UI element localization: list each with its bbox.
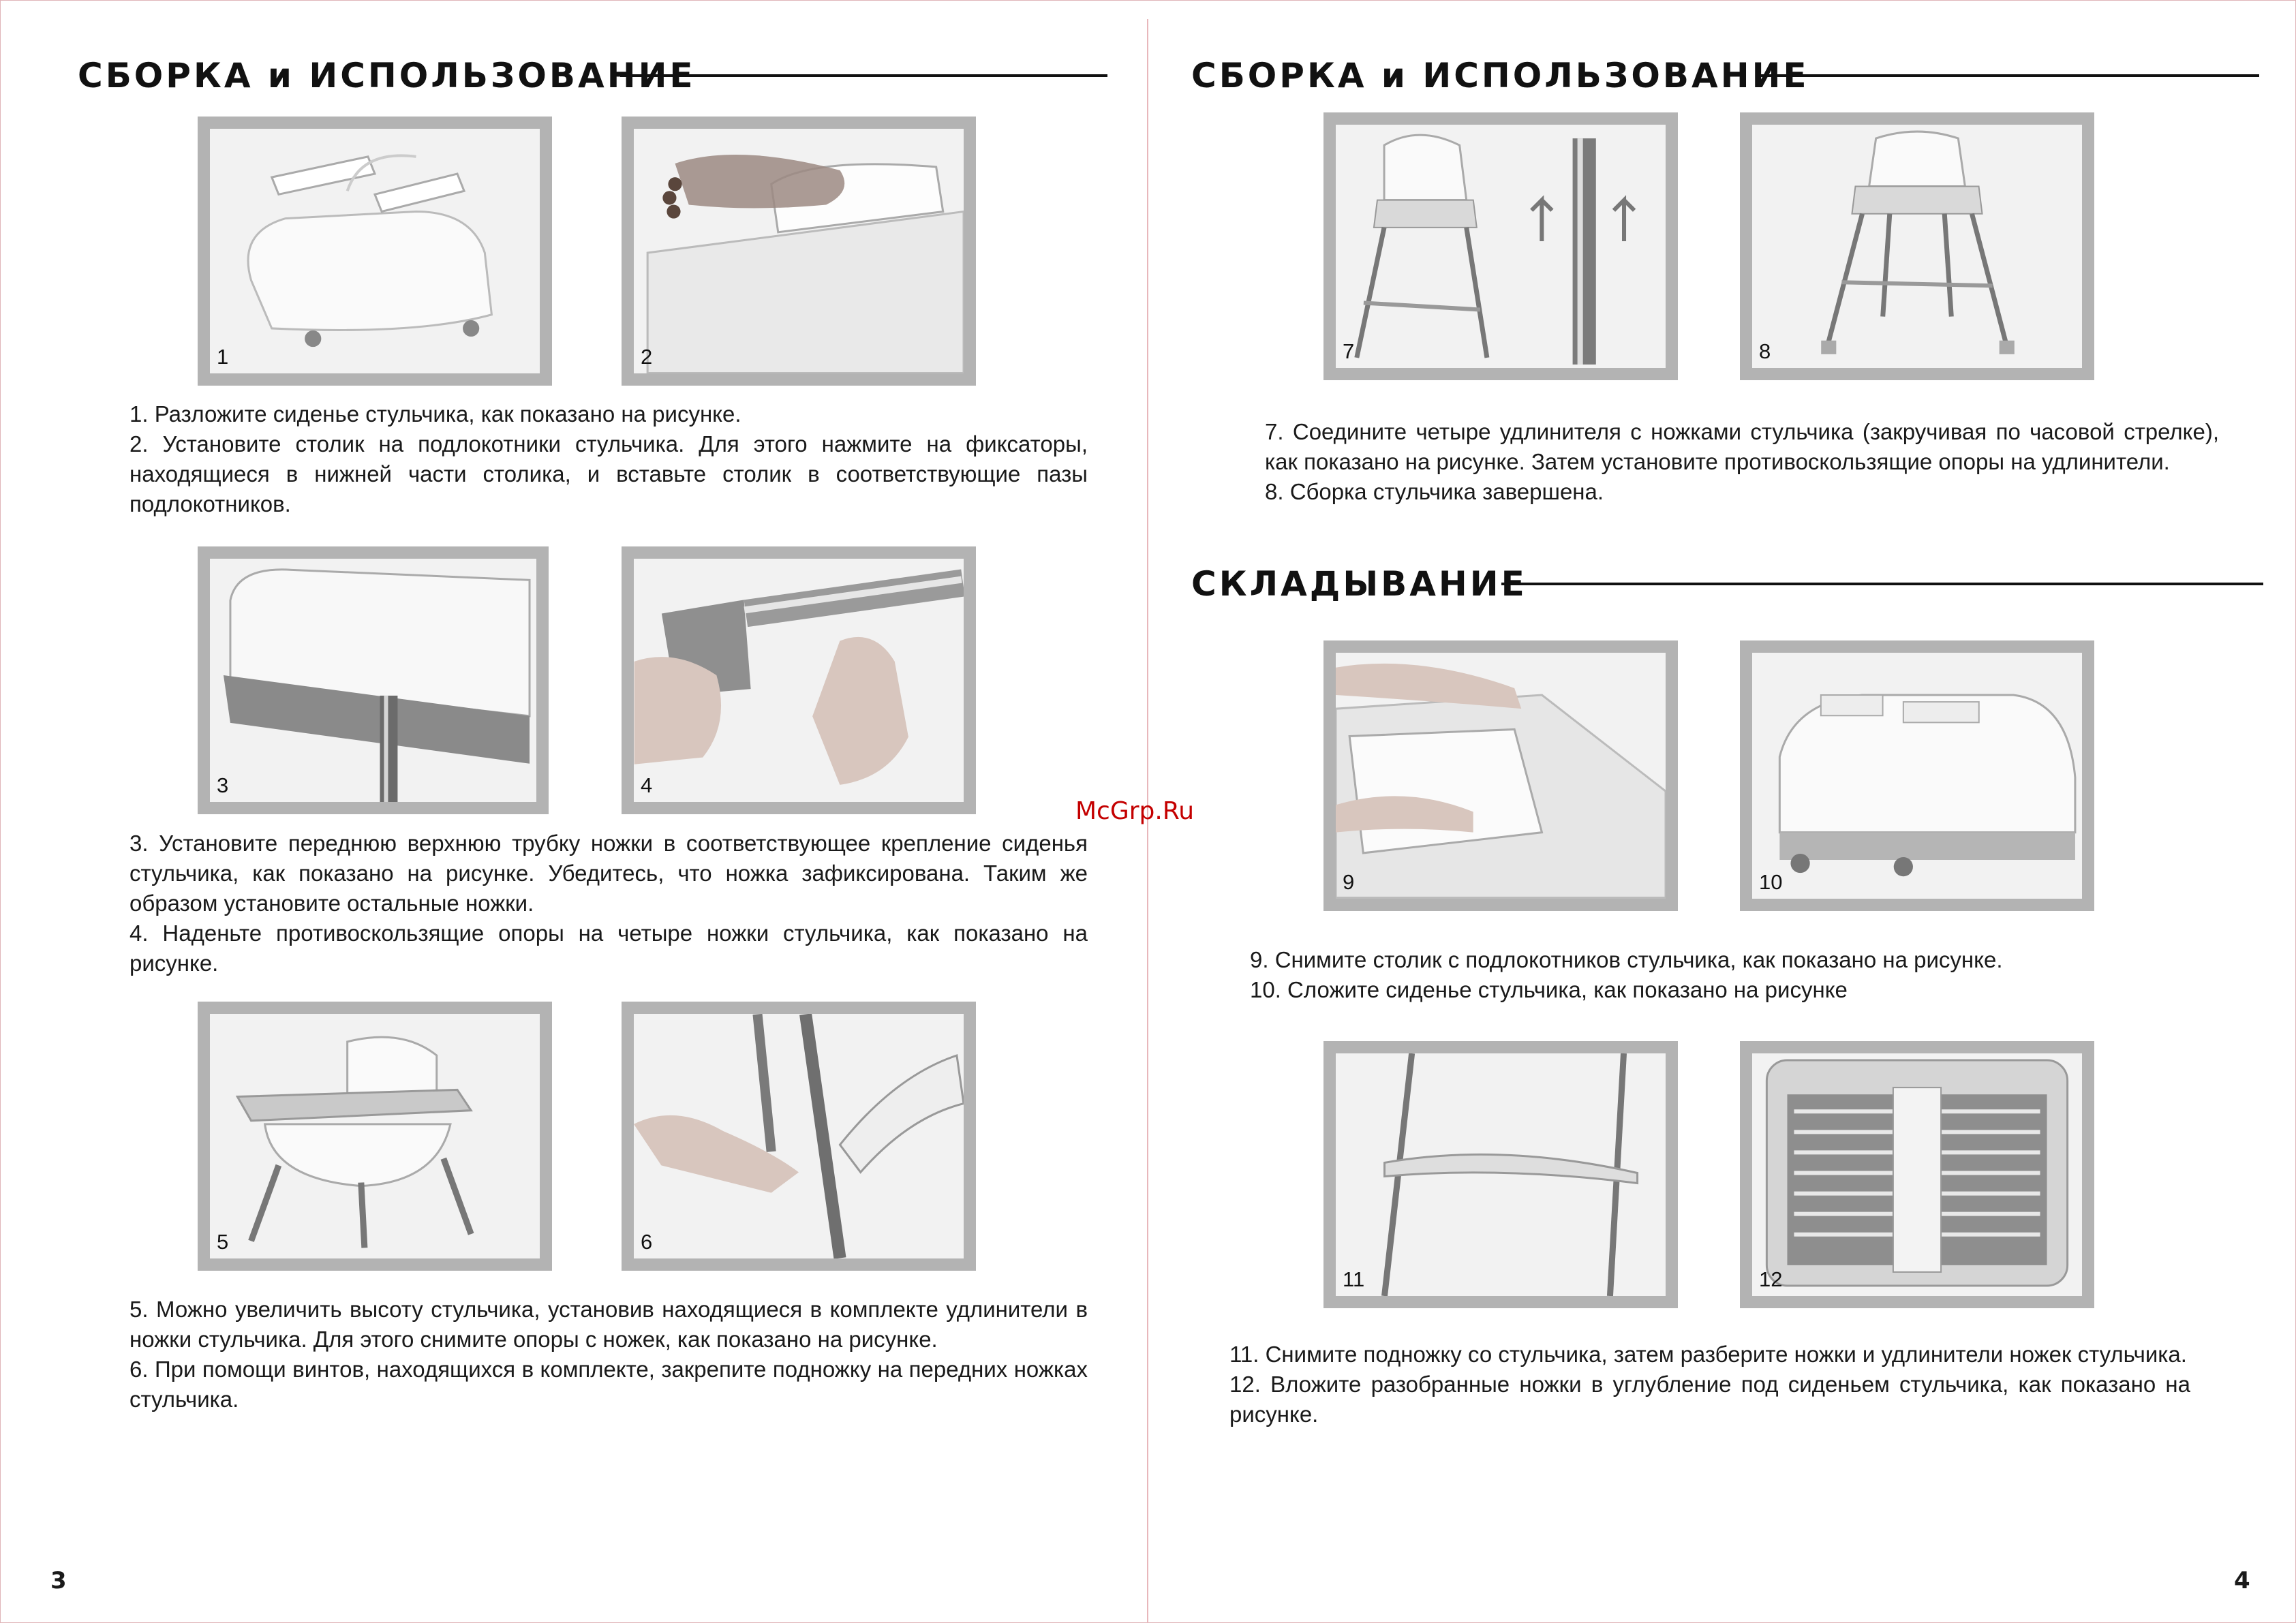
step-7-text: 7. Соедините четыре удлинителя с ножками стульчика (закручивая по часовой стрелке), как показано на рисунке. Затем установите противоскользящие опоры на удлинители. bbox=[1265, 419, 2219, 474]
step-4-text: 4. Наденьте противоскользящие опоры на четыре ножки стульчика, как показано на рисунке. bbox=[129, 921, 1088, 976]
figure-2 bbox=[622, 117, 976, 386]
figure-number: 7 bbox=[1343, 339, 1355, 363]
figure-number: 1 bbox=[217, 345, 229, 369]
figure-number: 11 bbox=[1343, 1267, 1365, 1291]
figure-number: 9 bbox=[1343, 870, 1355, 894]
footrest-screw-illustration bbox=[634, 1014, 964, 1258]
folding-heading-rule bbox=[1501, 583, 2263, 585]
anti-slip-foot-illustration bbox=[634, 559, 964, 802]
remove-footrest-illustration bbox=[1336, 1053, 1666, 1296]
low-chair-illustration bbox=[210, 1014, 540, 1258]
figure-11 bbox=[1323, 1041, 1678, 1308]
figure-number: 4 bbox=[641, 773, 653, 797]
step-2-text: 2. Установите столик на подлокотники стульчика. Для этого нажмите на фиксаторы, находящиеся в нижней части столика, и вставьте столик в соответствующие пазы подлокотников. bbox=[129, 431, 1088, 516]
figure-6 bbox=[622, 1002, 976, 1271]
page-number-right: 4 bbox=[2234, 1567, 2250, 1594]
figure-10 bbox=[1740, 640, 2094, 911]
figure-number: 2 bbox=[641, 345, 653, 369]
figure-12 bbox=[1740, 1041, 2094, 1308]
figure-8 bbox=[1740, 112, 2094, 380]
step-6-text: 6. При помощи винтов, находящихся в комплекте, закрепите подножку на передних ножках стульчика. bbox=[129, 1357, 1088, 1412]
figure-number: 6 bbox=[641, 1230, 653, 1254]
remove-tray-illustration bbox=[1336, 653, 1666, 899]
right-text-block-3 bbox=[1229, 1340, 2190, 1429]
left-text-block-1 bbox=[129, 399, 1088, 519]
left-text-block-2 bbox=[129, 829, 1088, 978]
figure-number: 3 bbox=[217, 773, 229, 797]
step-12-text: 12. Вложите разобранные ножки в углубление под сиденьем стульчика, как показано на рисунке. bbox=[1229, 1372, 2190, 1427]
figure-5 bbox=[198, 1002, 552, 1271]
figure-7 bbox=[1323, 112, 1678, 380]
figure-number: 8 bbox=[1759, 339, 1771, 363]
folded-seat-illustration bbox=[210, 129, 540, 373]
page-number-left: 3 bbox=[50, 1567, 67, 1594]
figure-3 bbox=[198, 546, 549, 814]
step-5-text: 5. Можно увеличить высоту стульчика, установив находящиеся в комплекте удлинители в ножки стульчика. Для этого снимите опоры с ножек, как показано на рисунке. bbox=[129, 1297, 1088, 1352]
right-heading-rule bbox=[1757, 74, 2259, 77]
folded-seat-illustration bbox=[1752, 653, 2082, 899]
folding-heading: СКЛАДЫВАНИЕ bbox=[1191, 564, 1527, 604]
watermark: McGrp.Ru bbox=[1075, 797, 1195, 825]
step-9-text: 9. Снимите столик с подлокотников стульчика, как показано на рисунке. bbox=[1250, 947, 2003, 972]
left-text-block-3 bbox=[129, 1295, 1088, 1415]
leg-extension-illustration bbox=[1336, 125, 1666, 368]
figure-number: 5 bbox=[217, 1230, 229, 1254]
right-text-block-2 bbox=[1250, 945, 2218, 1005]
right-text-block-1 bbox=[1265, 417, 2219, 507]
figure-9 bbox=[1323, 640, 1678, 911]
step-3-text: 3. Установите переднюю верхнюю трубку ножки в соответствующее крепление сиденья стульчика, как показано на рисунке. Убедитесь, что ножка зафиксирована. Таким же образом установите остальные ножки. bbox=[129, 831, 1088, 916]
assembled-highchair-illustration bbox=[1752, 125, 2082, 368]
left-heading-rule bbox=[620, 74, 1107, 77]
tray-install-illustration bbox=[634, 129, 964, 373]
leg-attach-illustration bbox=[210, 559, 536, 802]
right-heading: СБОРКА и ИСПОЛЬЗОВАНИЕ bbox=[1191, 56, 1809, 95]
step-11-text: 11. Снимите подножку со стульчика, затем разберите ножки и удлинители ножек стульчика. bbox=[1229, 1342, 2187, 1367]
stored-legs-illustration bbox=[1752, 1053, 2082, 1296]
step-8-text: 8. Сборка стульчика завершена. bbox=[1265, 479, 1604, 504]
step-10-text: 10. Сложите сиденье стульчика, как показано на рисунке bbox=[1250, 977, 1848, 1002]
figure-1 bbox=[198, 117, 552, 386]
figure-number: 12 bbox=[1759, 1267, 1783, 1291]
step-1-text: 1. Разложите сиденье стульчика, как показано на рисунке. bbox=[129, 401, 741, 427]
figure-number: 10 bbox=[1759, 870, 1783, 894]
figure-4 bbox=[622, 546, 976, 814]
left-heading: СБОРКА и ИСПОЛЬЗОВАНИЕ bbox=[78, 56, 696, 95]
